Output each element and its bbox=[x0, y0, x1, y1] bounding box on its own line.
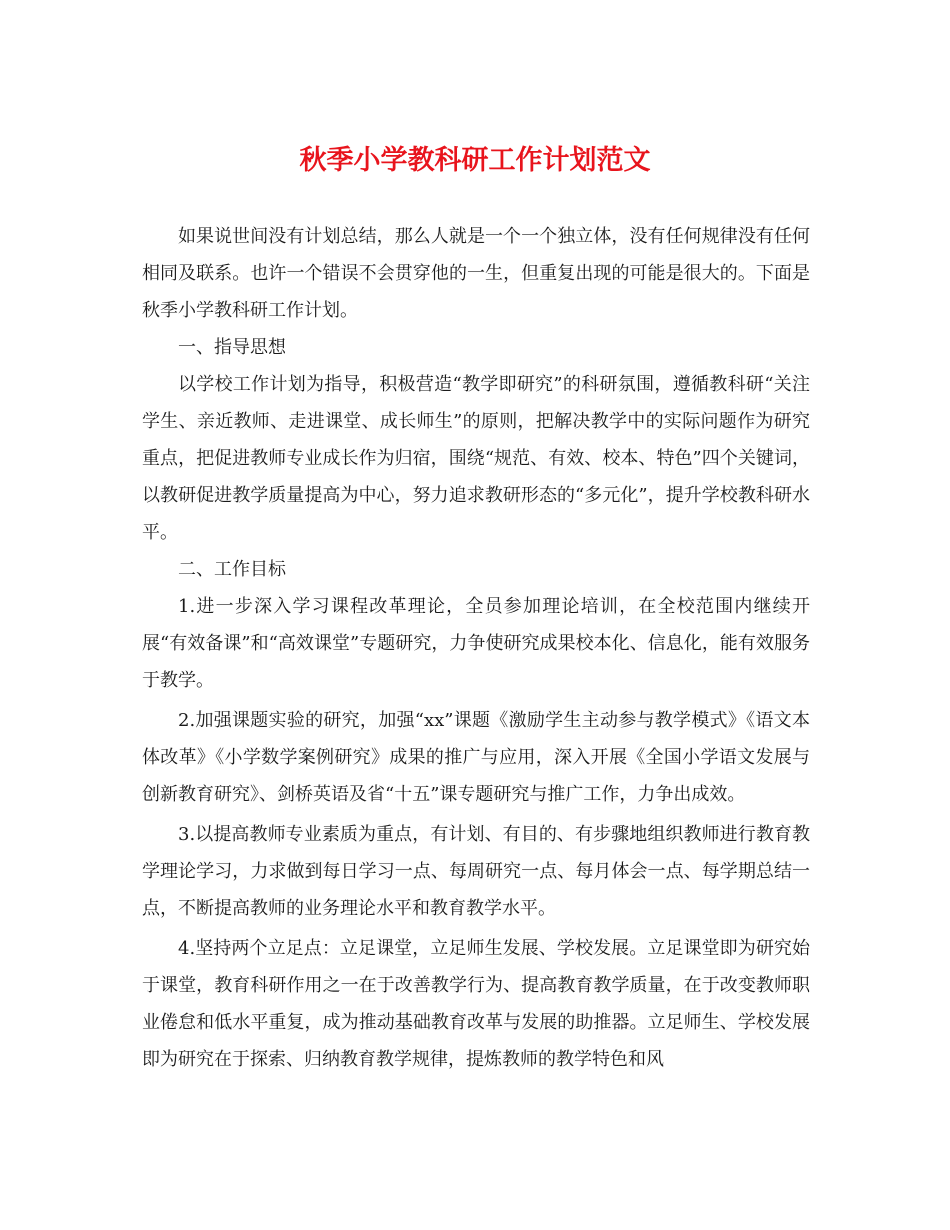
goal-item-1: 1.进一步深入学习课程改革理论，全员参加理论培训，在全校范围内继续开展“有效备课”和“高效课堂”专题研究，力争使研究成果校本化、信息化，能有效服务于教学。 bbox=[142, 596, 810, 691]
section-heading-guiding-ideology: 一、指导思想 bbox=[178, 337, 286, 358]
guiding-ideology-paragraph: 以学校工作计划为指导，积极营造“教学即研究”的科研氛围，遵循教科研“关注学生、亲近教师、走进课堂、成长师生”的原则，把解决教学中的实际问题作为研究重点，把促进教师专业成长作为归宿，围绕“规范、有效、校本、特色”四个关键词，以教研促进教学质量提高为中心，努力追求教研形态的“多元化”，提升学校教科研水平。 bbox=[142, 374, 810, 543]
goal-item-4: 4.坚持两个立足点：立足课堂，立足师生发展、学校发展。立足课堂即为研究始于课堂，教育科研作用之一在于改善教学行为、提高教育教学质量，在于改变教师职业倦怠和低水平重复，成为推动基础教育改革与发展的助推器。立足师生、学校发展即为研究在于探索、归纳教育教学规律，提炼教师的教学特色和风 bbox=[142, 938, 810, 1070]
intro-paragraph: 如果说世间没有计划总结，那么人就是一个一个独立体，没有任何规律没有任何相同及联系。也许一个错误不会贯穿他的一生，但重复出现的可能是很大的。下面是秋季小学教科研工作计划。 bbox=[142, 226, 810, 321]
section-heading-work-goals: 二、工作目标 bbox=[178, 559, 286, 580]
goal-item-2: 2.加强课题实验的研究，加强“xx”课题《激励学生主动参与教学模式》《语文本体改革》《小学数学案例研究》成果的推广与应用，深入开展《全国小学语文发展与创新教育研究》、剑桥英语及省“十五”课专题研究与推广工作，力争出成效。 bbox=[142, 710, 810, 805]
goal-item-3: 3.以提高教师专业素质为重点，有计划、有目的、有步骤地组织教师进行教育教学理论学习，力求做到每日学习一点、每周研究一点、每月体会一点、每学期总结一点，不断提高教师的业务理论水平和教育教学水平。 bbox=[142, 824, 810, 919]
document-body bbox=[142, 218, 810, 1078]
document-title: 秋季小学教科研工作计划范文 bbox=[299, 145, 651, 176]
